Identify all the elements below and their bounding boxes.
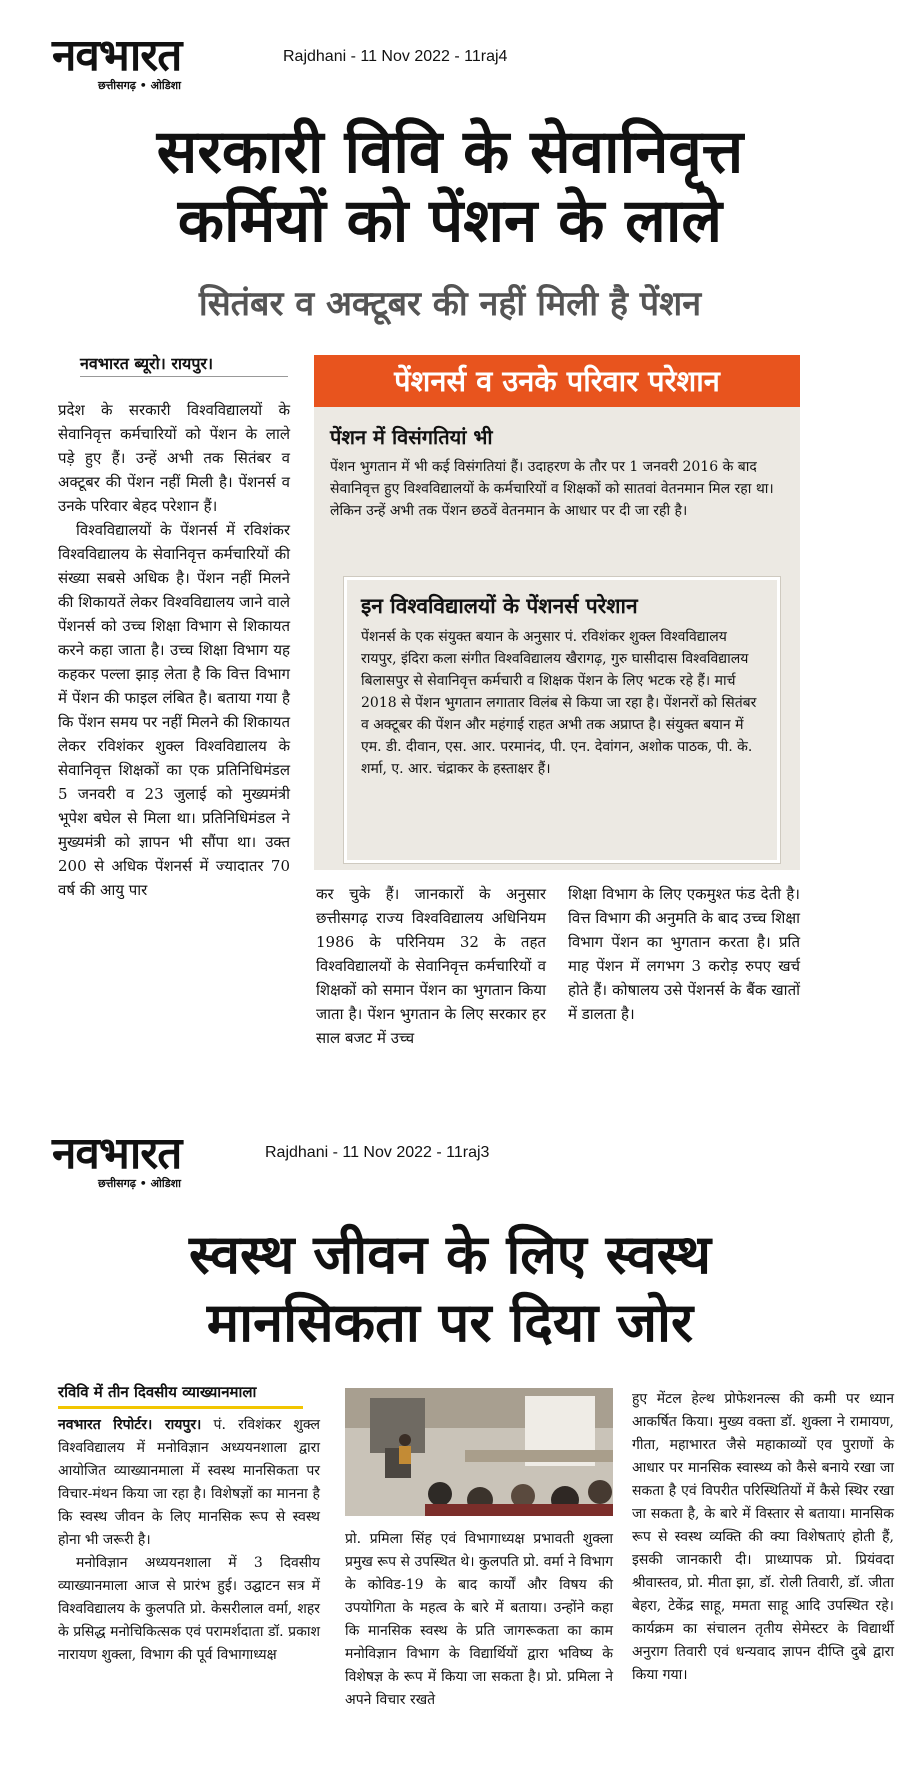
event-photo [345, 1388, 613, 1516]
subheadline: सितंबर व अक्टूबर की नहीं मिली है पेंशन [198, 284, 702, 324]
column-1 [58, 398, 290, 902]
dateline: Rajdhani - 11 Nov 2022 - 11raj3 [265, 1144, 490, 1161]
masthead [52, 30, 262, 93]
column-2: कर चुके हैं। जानकारों के अनुसार छत्तीसगढ़ राज्य विश्वविद्यालय अधिनियम 1986 के परिनियम 32 के तहत विश्वविद्यालयों के सेवानिवृत्त कर्मचारियों व शिक्षकों को समान पेंशन का भुगतान किया जाता है। पेंशन भुगतान के लिए सरकार हर साल बजट में उच्च [316, 885, 546, 1047]
headline-line-2: कर्मियों को पेंशन के लाले [177, 186, 723, 256]
byline: नवभारत रिपोर्टर। रायपुर। [58, 1417, 202, 1433]
sidebar-box-header: पेंशनर्स व उनके परिवार परेशान [314, 355, 800, 407]
masthead-region: छत्तीसगढ़ • ओडिशा [98, 79, 181, 92]
paragraph: प्रदेश के सरकारी विश्वविद्यालयों के सेवानिवृत्त कर्मचारियों को पेंशन के लाले पड़े हुए हैं। उन्हें अभी तक सितंबर व अक्टूबर की पेंशन नहीं मिली है। पेंशनर्स व उनके परिवार बेहद परेशान हैं। [58, 401, 290, 515]
paragraph: नवभारत रिपोर्टर। रायपुर। पं. रविशंकर शुक्ल विश्वविद्यालय में मनोविज्ञान अध्ययनशाला द्वारा आयोजित व्याख्यानमाला में स्वस्थ मानसिकता पर विचार-मंथन किया जा रहा है। विशेषज्ञों का मानना है कि स्वस्थ जीवन के लिए मानसिक रूप से स्वस्थ होना भी जरूरी है। [58, 1417, 320, 1548]
sidebar-inner-heading: इन विश्वविद्यालयों के पेंशनर्स परेशान [361, 593, 638, 618]
headline-line-1: सरकारी विवि के सेवानिवृत्त [156, 117, 744, 187]
dateline: Rajdhani - 11 Nov 2022 - 11raj4 [283, 48, 508, 65]
column-3: हुए मेंटल हेल्थ प्रोफेशनल्स की कमी पर ध्यान आकर्षित किया। मुख्य वक्ता डॉ. शुक्ला ने रामायण, गीता, महाभारत जैसे महाकाव्यों एव पुराणों के आधार पर मानसिक स्वास्थ्य को कैसे बनाये रखा जा सकता है एवं विपरीत परिस्थितियों में कैसे स्थिर रखा जा सकता है, के बारे में विस्तार से बताया। मानसिक रूप से स्वस्थ व्यक्ति की क्या विशेषताएं होती हैं, इसकी जानकारी दी। प्राध्यापक प्रो. प्रियंवदा श्रीवास्तव, प्रो. मीता झा, डॉ. रोली तिवारी, डॉ. जीता बेहरा, टेकेंद्र साहू, ममता साहू आदि उपस्थित रहे। कार्यक्रम का संचालन तृतीय सेमेस्टर के विद्यार्थी अनुराग तिवारी एवं धन्यवाद ज्ञापन दीप्ति दुबे द्वारा किया गया। [632, 1391, 894, 1683]
masthead-region: छत्तीसगढ़ • ओडिशा [98, 1177, 181, 1190]
sidebar-box [314, 355, 800, 870]
sidebar-subheading: पेंशन में विसंगतियां भी [330, 425, 493, 449]
masthead-logo: नवभारत [52, 1128, 182, 1179]
column-2: प्रो. प्रमिला सिंह एवं विभागाध्यक्ष प्रभावती शुक्ला प्रमुख रूप से उपस्थित थे। कुलपति प्रो. वर्मा ने विभाग के कोविड-19 के बाद कार्यों और विषय की उपयोगिता के महत्व के बारे में बताया। उन्होंने कहा कि मानसिक स्वस्थ के प्रति जागरूकता का काम मनोविज्ञान विभाग के विद्यार्थियों द्वारा भविष्य के विशेषज्ञ के रूप में किया जा सकता है। प्रो. प्रमिला ने अपने विचार रखते [345, 1531, 613, 1708]
column-1 [58, 1414, 320, 1667]
masthead-logo: नवभारत [52, 30, 182, 81]
column-3: शिक्षा विभाग के लिए एकमुश्त फंड देती है। वित्त विभाग की अनुमति के बाद उच्च शिक्षा विभाग पेंशन का भुगतान करता है। प्रति माह पेंशन में लगभग 3 करोड़ रुपए खर्च होते हैं। कोषालय उसे पेंशनर्स के बैंक खातों में डालता है। [568, 885, 800, 1023]
headline-line-2: मानसिकता पर दिया जोर [206, 1290, 694, 1354]
sidebar-text: पेंशन भुगतान में भी कई विसंगतियां हैं। उदाहरण के तौर पर 1 जनवरी 2016 के बाद सेवानिवृत्त हुए विश्वविद्यालयों के कर्मचारियों व शिक्षकों को सातवां वेतनमान मिल रहा था। लेकिन उन्हें अभी तक पेंशन छठवें वेतनमान के आधार पर दी जा रही है। [330, 459, 774, 519]
sidebar-inner-box [344, 577, 780, 863]
byline: नवभारत ब्यूरो। रायपुर। [80, 352, 288, 377]
headline [20, 1220, 880, 1356]
headline-line-1: स्वस्थ जीवन के लिए स्वस्थ [188, 1222, 712, 1286]
event-photo-illustration [345, 1388, 613, 1516]
headline [20, 118, 880, 256]
sidebar-inner-text: पेंशनर्स के एक संयुक्त बयान के अनुसार पं. रविशंकर शुक्ल विश्वविद्यालय रायपुर, इंदिरा कला संगीत विश्वविद्यालय खैरागढ़, गुरु घासीदास विश्वविद्यालय बिलासपुर से सेवानिवृत्त कर्मचारी व शिक्षक पेंशन के लिए भटक रहे हैं। मार्च 2018 से पेंशन भुगतान लगातार विलंब से किया जा रहा है। पेंशनरों को सितंबर व अक्टूबर की पेंशन और महंगाई राहत अभी तक अप्राप्त है। संयुक्त बयान में एम. डी. दीवान, एस. आर. परमानंद, पी. एन. देवांगन, अशोक पाठक, पी. के. शर्मा, ए. आर. चंद्राकर के हस्ताक्षर हैं। [361, 629, 757, 777]
article-2 [0, 1110, 904, 1775]
masthead [52, 1128, 262, 1191]
paragraph: विश्वविद्यालयों के पेंशनर्स में रविशंकर विश्वविद्यालय के सेवानिवृत्त कर्मचारियों की संख्या सबसे अधिक है। पेंशन नहीं मिलने की शिकायतें लेकर विश्वविद्यालय जाने वाले पेंशनर्स को उच्च शिक्षा विभाग से शिकायत करने कहा जाता है। उच्च शिक्षा विभाग यह कहकर पल्ला झाड़ लेता है कि वित्त विभाग में पेंशन की फाइल लंबित है। बताया गया है कि पेंशन समय पर नहीं मिलने की शिकायत लेकर रविशंकर शुक्ल विश्वविद्यालय के सेवानिवृत्त शिक्षकों का एक प्रतिनिधिमंडल 5 जनवरी व 23 जुलाई को मुख्यमंत्री भूपेश बघेल से मिला था। प्रतिनिधिमंडल ने मुख्यमंत्री को ज्ञापन भी सौंपा था। उक्त 200 से अधिक पेंशनर्स में ज्यादातर 70 वर्ष की आयु पार [58, 521, 290, 899]
paragraph: मनोविज्ञान अध्ययनशाला में 3 दिवसीय व्याख्यानमाला आज से प्रारंभ हुई। उद्घाटन सत्र में विश्वविद्यालय के कुलपति प्रो. केसरीलाल वर्मा, शहर के प्रसिद्ध मनोचिकित्सक एवं परामर्शदाता डॉ. प्रकाश नारायण शुक्ला, विभाग की पूर्व विभागाध्यक्ष [58, 1555, 320, 1663]
kicker: रविवि में तीन दिवसीय व्याख्यानमाला [58, 1380, 303, 1409]
